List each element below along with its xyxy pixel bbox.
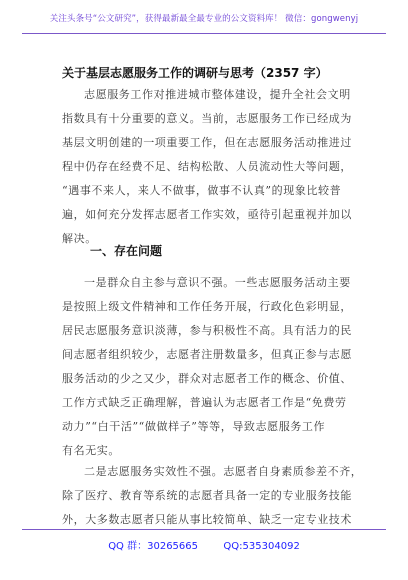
footer-divider xyxy=(22,529,386,530)
paragraph-line: 一是群众自主参与意识不强。一些志愿服务活动主要 xyxy=(84,276,351,289)
header-divider xyxy=(22,33,386,34)
paragraph-line: 基层文明创建的一项重要工作，但在志愿服务活动推进过 xyxy=(62,136,352,149)
paragraph-line: 动力”“白干活”“做做样子”等等，导致志愿服务工作 xyxy=(62,420,326,433)
paragraph-line: 有名无实。 xyxy=(62,444,120,457)
paragraph-line: 程中仍存在经费不足、结构松散、人员流动性大等问题， xyxy=(62,160,352,173)
paragraph-line: 除了医疗、教育等系统的志愿者具备一定的专业服务技能 xyxy=(62,489,352,502)
paragraph-line: 二是志愿服务实效性不强。志愿者自身素质参差不齐， xyxy=(84,465,363,478)
paragraph-line: 居民志愿服务意识淡薄，参与积极性不高。具有活力的民 xyxy=(62,324,352,337)
paragraph-line: 是按照上级文件精神和工作任务开展，行政化色彩明显， xyxy=(62,300,352,313)
problem-two-paragraph xyxy=(62,460,362,532)
problem-one-paragraph xyxy=(62,271,362,463)
paragraph-line: “遇事不来人，来人不做事，做事不认真”的现象比较普 xyxy=(62,184,342,197)
paragraph-line: 间志愿者组织较少，志愿者注册数量多，但真正参与志愿 xyxy=(62,348,352,361)
document-title: 关于基层志愿服务工作的调研与思考（2357 字） xyxy=(62,66,328,80)
paragraph-line: 指数具有十分重要的意义。当前，志愿服务工作已经成为 xyxy=(62,112,352,125)
contact-footer: QQ 群：30265665 QQ:535304092 xyxy=(108,541,300,552)
promo-header: 关注头条号“公文研究”，获得最新最全最专业的公文资料库！ 微信：gongwenyj xyxy=(49,14,359,24)
paragraph-line: 服务活动的少之又少，群众对志愿者工作的概念、价值、 xyxy=(62,372,352,385)
intro-paragraph xyxy=(62,83,362,251)
paragraph-line: 外，大多数志愿者只能从事比较简单、缺乏一定专业技术 xyxy=(62,513,352,526)
paragraph-line: 志愿服务工作对推进城市整体建设，提升全社会文明 xyxy=(84,88,351,101)
paragraph-line: 工作方式缺乏正确理解，普遍认为志愿者工作是“免费劳 xyxy=(62,396,347,409)
paragraph-line: 解决。 xyxy=(62,232,97,245)
paragraph-line: 遍，如何充分发挥志愿者工作实效，亟待引起重视并加以 xyxy=(62,208,352,221)
section-heading: 一、存在问题 xyxy=(90,244,163,258)
